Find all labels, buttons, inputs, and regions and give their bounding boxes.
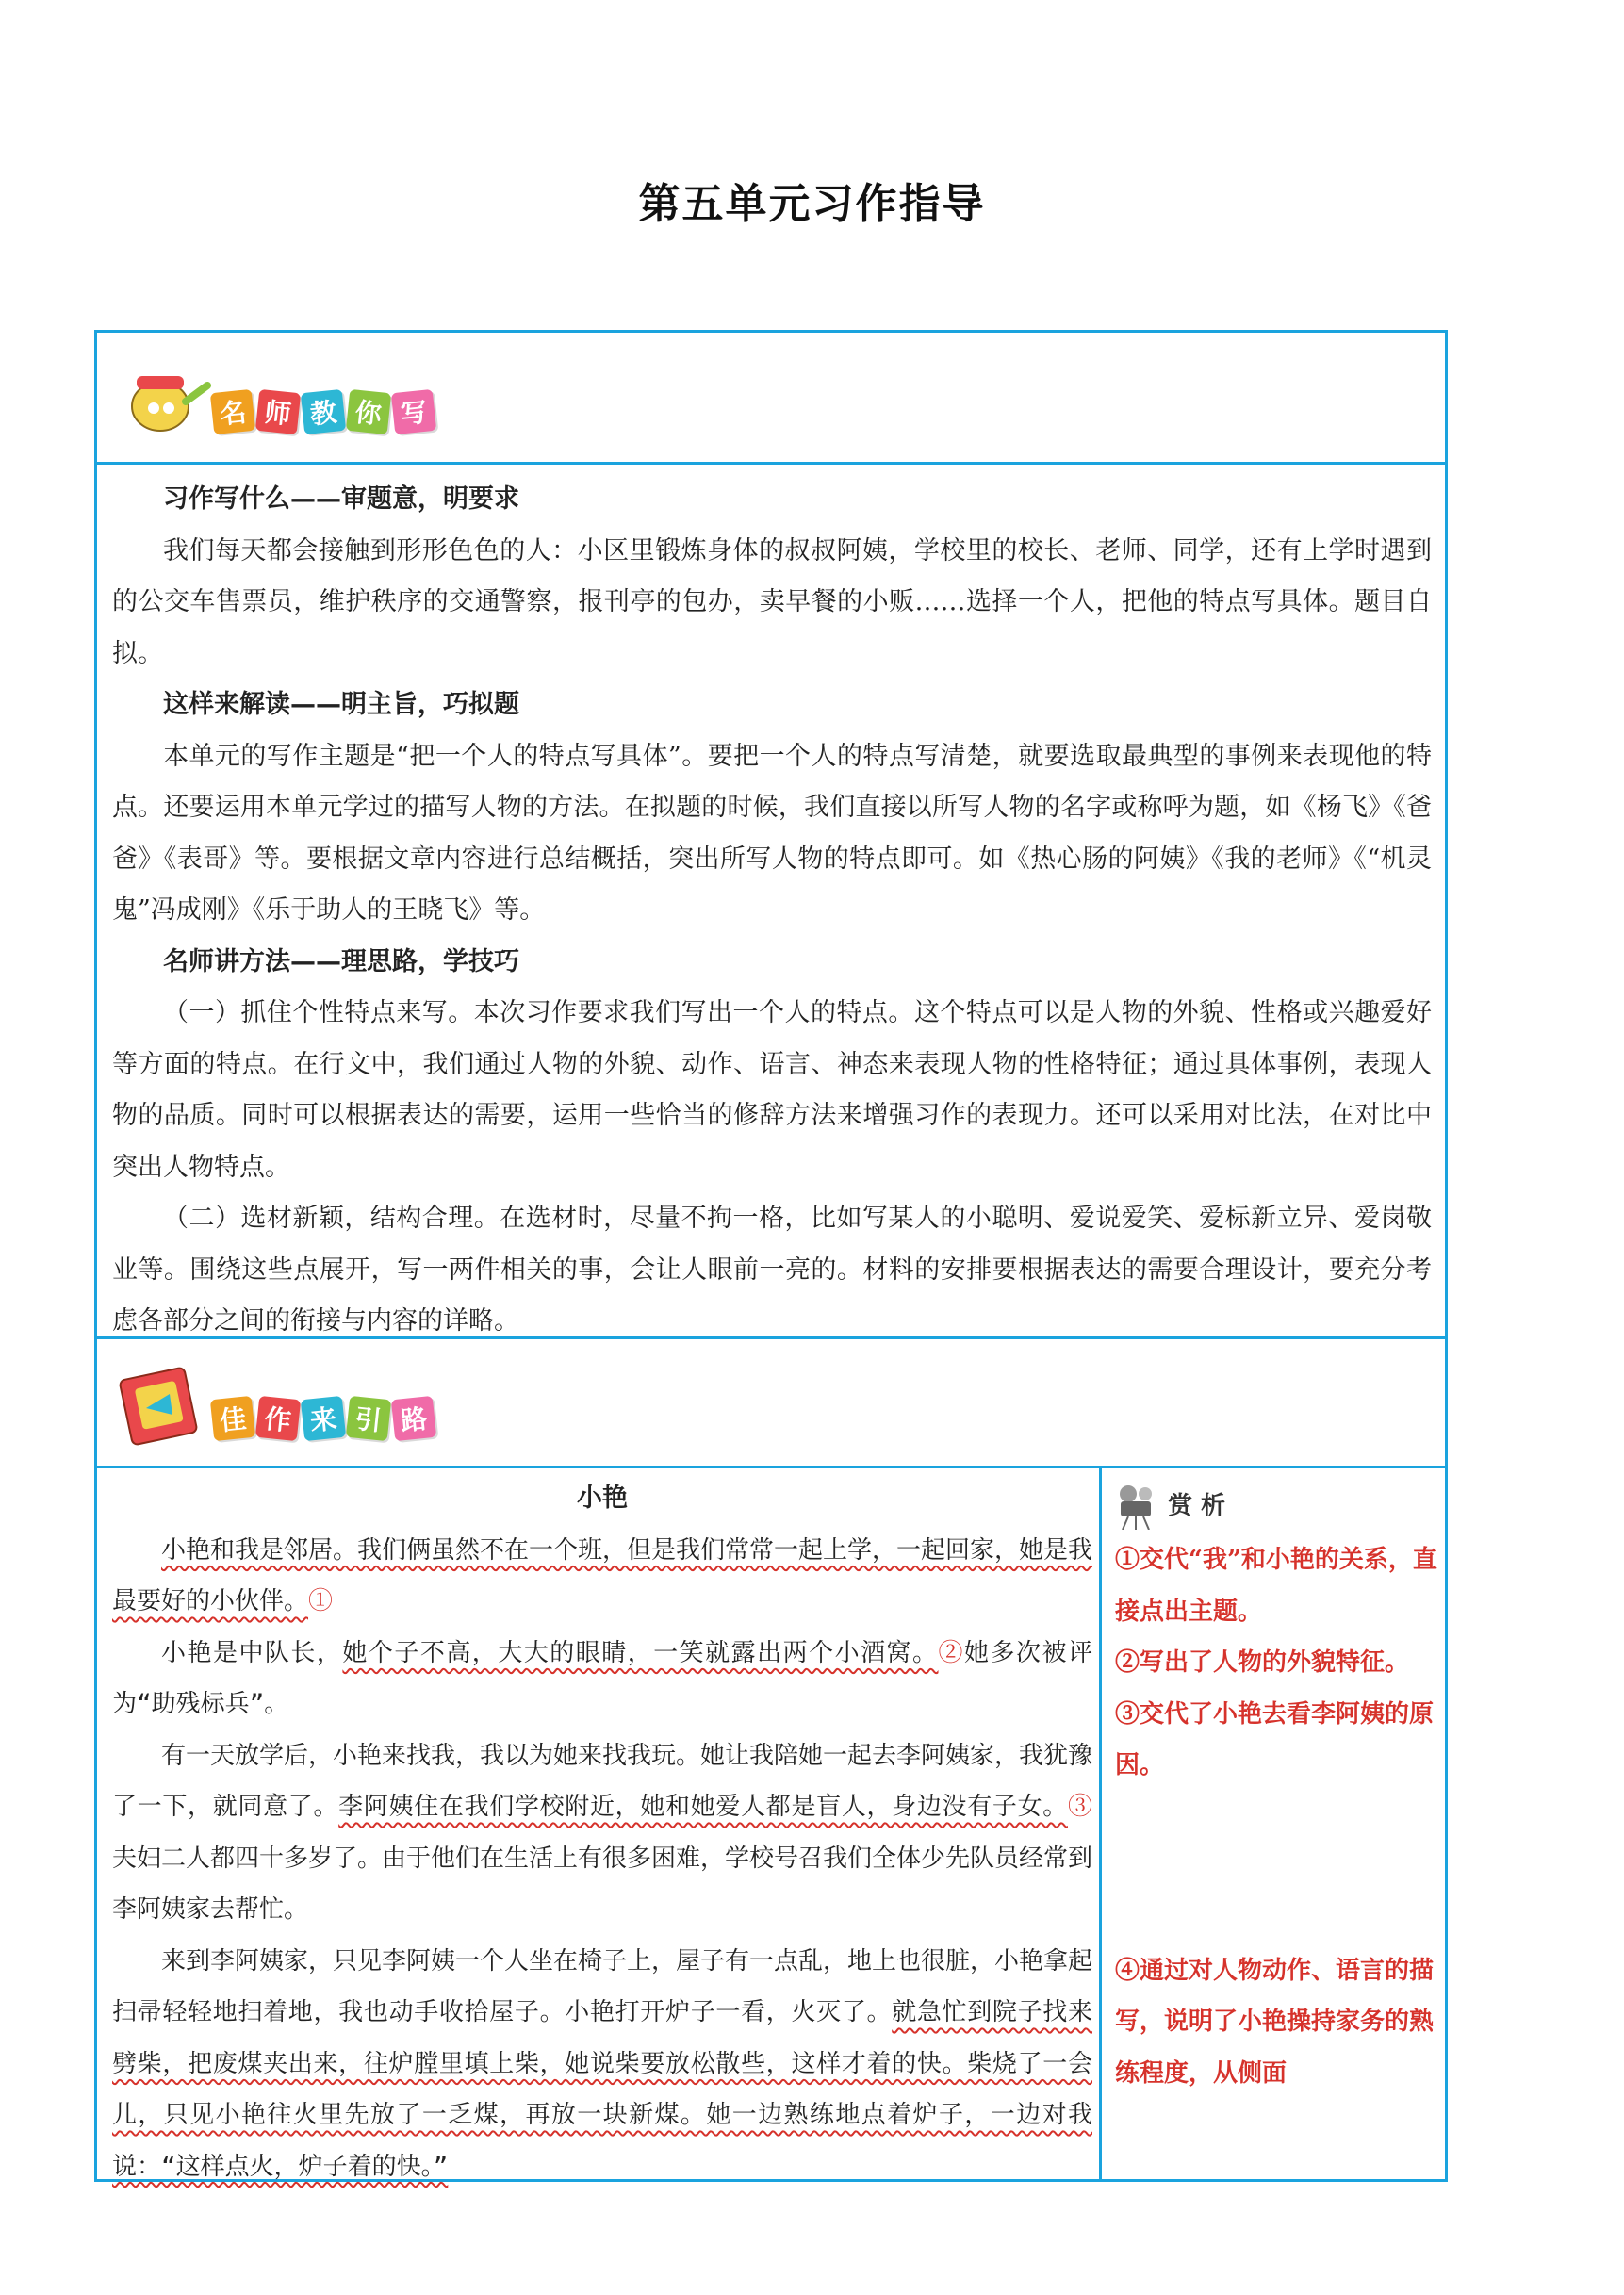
paragraph: 我们每天都会接触到形形色色的人：小区里锻炼身体的叔叔阿姨，学校里的校长、老师、同学，还有上学时遇到的公交车售票员，维护秩序的交通警察，报刊亭的包办，卖早餐的小贩……选择一个人，把他的特点写具体。题目自拟。 bbox=[112, 535, 1432, 668]
essay-text: 她多次被评为“助残标兵”。 bbox=[112, 1638, 1092, 1718]
underlined-text: 李阿姨住在我们学校附近，她和她爱人都是盲人，身边没有子女。 bbox=[338, 1793, 1068, 1821]
subheading: 这样来解读——明主旨，巧拟题 bbox=[163, 690, 519, 719]
paragraph: （二）选材新颖，结构合理。在选材时，尽量不拘一格，比如写某人的小聪明、爱说爱笑、爱标新立异、爱岗敬业等。围绕这些点展开，写一两件相关的事，会让人眼前一亮的。材料的安排要根据表达的需要合理设计，要充分考虑各部分之间的衔接与内容的详略。 bbox=[112, 1204, 1432, 1336]
analysis-notes bbox=[1115, 1478, 1440, 2099]
header-char: 来 bbox=[301, 1396, 346, 1441]
column-divider bbox=[1099, 1468, 1102, 2179]
example-header-art bbox=[118, 1356, 514, 1451]
analysis-title: 赏 析 bbox=[1168, 1491, 1226, 1520]
note: ③交代了小艳去看李阿姨的原因。 bbox=[1115, 1699, 1435, 1779]
header-char: 路 bbox=[391, 1396, 436, 1441]
essay-paragraph bbox=[112, 1730, 1092, 1936]
header-char: 作 bbox=[255, 1396, 301, 1441]
analysis-header bbox=[1115, 1478, 1440, 1534]
header-char: 教 bbox=[301, 389, 346, 434]
example-header-badges bbox=[212, 1398, 435, 1439]
page-title: 第五单元习作指导 bbox=[638, 180, 986, 228]
watering-can-icon bbox=[118, 350, 212, 444]
header-char: 佳 bbox=[210, 1396, 255, 1441]
note: ④通过对人物动作、语言的描写，说明了小艳操持家务的熟练程度，从侧面 bbox=[1115, 1956, 1435, 2088]
subheading: 名师讲方法——理思路，学技巧 bbox=[163, 946, 519, 976]
header-char: 你 bbox=[346, 389, 391, 434]
essay-text: 来到李阿姨家，只见李阿姨一个人坐在椅子上，屋子有一点乱，地上也很脏，小艳拿起扫帚轻轻地扫着地，我也动手收拾屋子。小艳打开炉子一看，火灭了。 bbox=[112, 1946, 1093, 2026]
teacher-guidance-text bbox=[112, 474, 1432, 1348]
essay-text: 有一天放学后，小艳来找我，我以为她来找我玩。她让我陪她一起去李阿姨家，我犹豫了一下，就同意了。 bbox=[112, 1741, 1093, 1821]
section-header-example bbox=[97, 1336, 1445, 1468]
note: ②写出了人物的外貌特征。 bbox=[1115, 1648, 1410, 1677]
content-frame bbox=[94, 330, 1448, 2182]
underlined-text: 就急忙到院子找来劈柴，把废煤夹出来，往炉膛里填上柴，她说柴要放松散些，这样才着的快。柴烧了一会儿，只见小艳往火里先放了一乏煤，再放一块新煤。她一边熟练地点着炉子，一边对我说：“这样点火，炉子着的快。” bbox=[112, 1998, 1092, 2181]
section-header-teacher bbox=[97, 333, 1445, 465]
essay-body bbox=[112, 1525, 1092, 2193]
essay-title: 小艳 bbox=[577, 1484, 628, 1513]
teacher-header-art bbox=[118, 350, 514, 444]
annotation-marker: ② bbox=[938, 1638, 965, 1667]
example-essay bbox=[112, 1473, 1092, 2192]
note: ①交代“我”和小艳的关系，直接点出主题。 bbox=[1115, 1546, 1437, 1626]
essay-paragraph bbox=[112, 1525, 1092, 1628]
annotation-marker: ③ bbox=[1067, 1793, 1092, 1821]
underlined-text: 她个子不高，大大的眼睛，一笑就露出两个小酒窝。 bbox=[342, 1638, 939, 1667]
header-char: 师 bbox=[255, 389, 301, 434]
paragraph: 本单元的写作主题是“把一个人的特点写具体”。要把一个人的特点写清楚，就要选取最典型的事例来表现他的特点。还要运用本单元学过的描写人物的方法。在拟题的时候，我们直接以所写人物的名字或称呼为题，如《杨飞》《爸爸》《表哥》等。要根据文章内容进行总结概括，突出所写人物的特点即可。如《热心肠的阿姨》《我的老师》《“机灵鬼”冯成刚》《乐于助人的王晓飞》等。 bbox=[112, 741, 1432, 925]
header-char: 写 bbox=[391, 389, 436, 434]
essay-text: 小艳是中队长， bbox=[161, 1638, 343, 1667]
paragraph: （一）抓住个性特点来写。本次习作要求我们写出一个人的特点。这个特点可以是人物的外貌、性格或兴趣爱好等方面的特点。在行文中，我们通过人物的外貌、动作、语言、神态来表现人物的性格特征；通过具体事例，表现人物的品质。同时可以根据表达的需要，运用一些恰当的修辞方法来增强习作的表现力。还可以采用对比法，在对比中突出人物特点。 bbox=[112, 998, 1432, 1182]
essay-paragraph bbox=[112, 1936, 1092, 2193]
essay-paragraph bbox=[112, 1628, 1092, 1730]
teacher-header-badges bbox=[212, 391, 435, 433]
projector-icon bbox=[1115, 1483, 1156, 1530]
underlined-text: 小艳和我是邻居。我们俩虽然不在一个班，但是我们常常一起上学，一起回家，她是我最要好的小伙伴。 bbox=[112, 1535, 1093, 1615]
subheading: 习作写什么——审题意，明要求 bbox=[163, 484, 519, 514]
header-char: 名 bbox=[210, 389, 255, 434]
header-char: 引 bbox=[346, 1396, 391, 1441]
annotation-marker: ① bbox=[308, 1587, 334, 1615]
essay-text: 夫妇二人都四十多岁了。由于他们在生活上有很多困难，学校号召我们全体少先队员经常到李阿姨家去帮忙。 bbox=[112, 1844, 1093, 1924]
book-icon bbox=[118, 1356, 212, 1451]
